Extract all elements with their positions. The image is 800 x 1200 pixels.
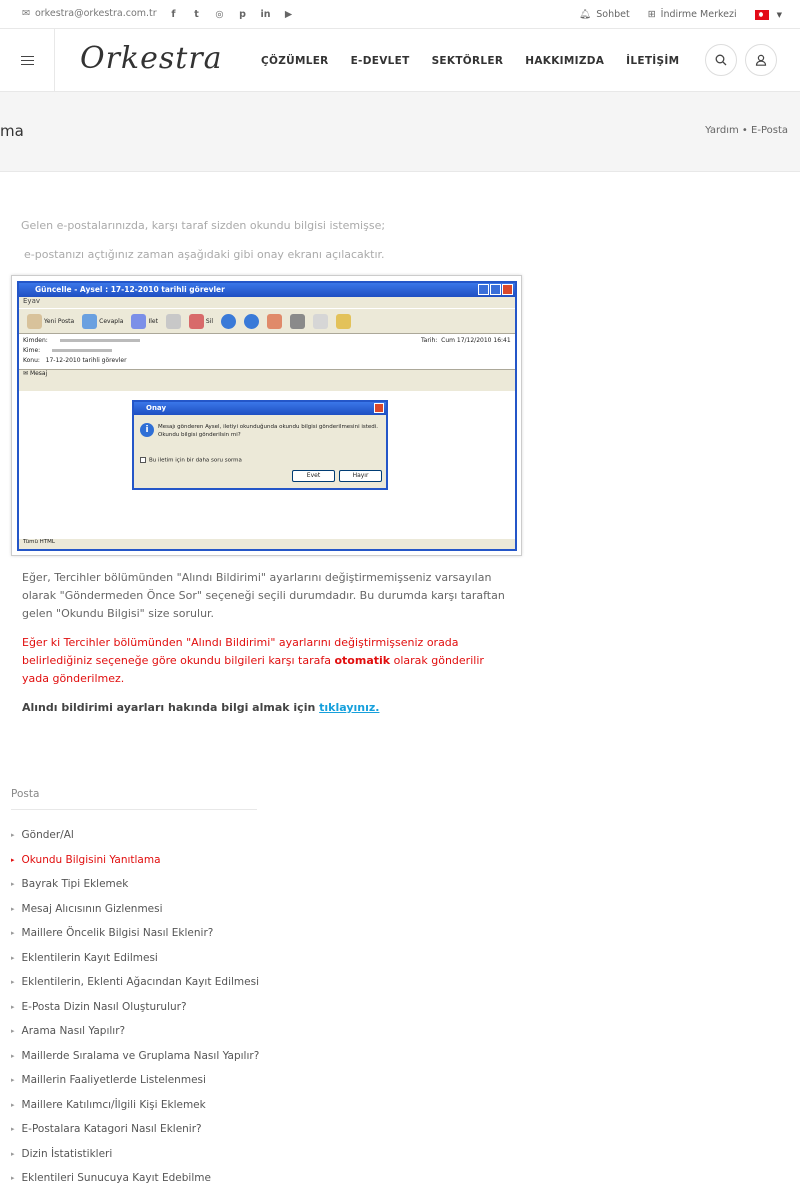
linkedin-icon[interactable]: in xyxy=(260,8,271,20)
search-icon xyxy=(715,54,727,66)
chat-link[interactable] xyxy=(579,9,630,20)
dialog-titlebar: Onay xyxy=(134,402,386,415)
window-menu: Eyav xyxy=(23,297,40,305)
chevron-right-icon: ▸ xyxy=(11,1174,15,1183)
download-center-link[interactable] xyxy=(648,9,737,20)
date-row: Tarih: Cum 17/12/2010 16:41 xyxy=(421,337,511,344)
hamburger-icon xyxy=(21,60,34,62)
youtube-icon[interactable]: ▶ xyxy=(284,8,293,20)
chevron-right-icon: ▸ xyxy=(11,1149,15,1158)
new-mail-icon xyxy=(27,314,42,329)
chat-label: Sohbet xyxy=(596,9,630,20)
chevron-right-icon: ▸ xyxy=(11,904,15,913)
print-tool xyxy=(166,314,181,329)
sidebar-item-send-receive[interactable]: ▸ Gönder/Al xyxy=(11,829,74,842)
topbar-right xyxy=(579,0,800,29)
breadcrumb[interactable]: Yardım • E-Posta xyxy=(705,125,788,136)
download-icon: ⊞ xyxy=(647,9,656,20)
sidebar-item-read-receipt[interactable]: ▸ Okundu Bilgisini Yanıtlama xyxy=(11,853,161,866)
chevron-right-icon: ▸ xyxy=(11,1100,15,1109)
window-toolbar xyxy=(19,308,515,334)
dialog-no-button: Hayır xyxy=(339,470,382,482)
download-label: İndirme Merkezi xyxy=(660,9,737,20)
top-bar xyxy=(0,0,800,29)
language-selector[interactable] xyxy=(755,10,782,20)
dialog-close-icon xyxy=(374,403,384,413)
paragraph-more-info: Alındı bildirimi ayarları hakında bilgi almak için tıklayınız. xyxy=(22,701,380,714)
sidebar-title: Posta xyxy=(11,788,40,800)
confirm-dialog xyxy=(132,400,388,490)
flag-tool xyxy=(267,314,282,329)
printer-icon xyxy=(290,314,305,329)
sidebar-item-hide-recipient[interactable]: ▸ Mesaj Alıcısının Gizlenmesi xyxy=(11,902,163,915)
view-tool xyxy=(313,314,328,329)
main-header xyxy=(0,29,800,92)
automatic-emphasis: otomatik xyxy=(334,654,391,667)
chevron-right-icon: ▸ xyxy=(11,1076,15,1085)
main-nav xyxy=(250,29,690,92)
window-controls xyxy=(478,284,513,295)
note-tool xyxy=(336,314,351,329)
sidebar-item-save-attachments[interactable]: ▸ Eklentilerin Kayıt Edilmesi xyxy=(11,951,158,964)
down-tool xyxy=(244,314,259,329)
view-icon xyxy=(313,314,328,329)
facebook-icon[interactable]: f xyxy=(171,8,176,20)
dialog-yes-button: Evet xyxy=(292,470,335,482)
sidebar-item-folder-stats[interactable]: ▸ Dizin İstatistikleri xyxy=(11,1147,113,1160)
page-title: ma xyxy=(0,122,24,140)
sidebar-item-sort-group[interactable]: ▸ Maillerde Sıralama ve Gruplama Nasıl Yapılır? xyxy=(11,1049,260,1062)
menu-button[interactable] xyxy=(0,29,55,92)
intro-line-1: Gelen e-postalarınızda, karşı taraf sizden okundu bilgisi istemişse; xyxy=(21,219,386,232)
down-arrow-icon xyxy=(244,314,259,329)
forward-icon xyxy=(131,314,146,329)
sidebar-item-category[interactable]: ▸ E-Postalara Katagori Nasıl Eklenir? xyxy=(11,1123,202,1136)
chevron-right-icon: ▸ xyxy=(11,855,15,864)
nav-sectors[interactable]: SEKTÖRLER xyxy=(431,54,504,67)
window-title: Güncelle - Aysel : 17-12-2010 tarihli görevler xyxy=(35,285,225,294)
info-icon: i xyxy=(140,423,154,437)
nav-solutions[interactable]: ÇÖZÜMLER xyxy=(261,54,329,67)
note-icon xyxy=(336,314,351,329)
checkbox-icon xyxy=(140,457,146,463)
site-logo[interactable]: Orkestra xyxy=(80,41,223,76)
message-tab: ✉ Mesaj xyxy=(23,370,48,377)
sidebar-item-activities[interactable]: ▸ Maillerin Faaliyetlerde Listelenmesi xyxy=(11,1074,206,1087)
chevron-right-icon: ▸ xyxy=(11,1051,15,1060)
paragraph-default-setting: Eğer, Tercihler bölümünden "Alındı Bildirimi" ayarlarını değiştirmemişseniz varsayılan olarak "Göndermeden Önce Sor" seçeneği seçili durumdadır. Bu durumda karşı taraftan gelen "Okundu Bilgisi" size sorulur. xyxy=(22,571,505,620)
sidebar-list xyxy=(11,823,259,1191)
chevron-right-icon: ▸ xyxy=(11,1002,15,1011)
blurred-recipient xyxy=(52,349,112,352)
bottom-tabs: Tümü HTML xyxy=(19,539,515,549)
chevron-right-icon: ▸ xyxy=(11,978,15,987)
nav-contact[interactable]: İLETİŞİM xyxy=(626,54,680,67)
close-icon xyxy=(502,284,513,295)
up-tool xyxy=(221,314,236,329)
mail-icon: ✉ xyxy=(22,8,30,19)
sidebar-item-create-folder[interactable]: ▸ E-Posta Dizin Nasıl Oluşturulur? xyxy=(11,1000,187,1013)
flag-icon xyxy=(267,314,282,329)
reply-tool: Cevapla xyxy=(82,314,123,329)
chevron-right-icon: ▸ xyxy=(11,1027,15,1036)
delete-icon xyxy=(189,314,204,329)
chevron-right-icon: ▸ xyxy=(11,953,15,962)
paragraph-auto-setting: Eğer ki Tercihler bölümünden "Alındı Bildirimi" ayarlarını değiştirmişseniz orada belirlediğiniz seçeneğe göre okundu bilgileri karşı tarafa otomatik olarak gönderilir yada gönderilmez. xyxy=(22,636,484,685)
printer-tool xyxy=(290,314,305,329)
search-button[interactable] xyxy=(705,44,737,76)
email-text: orkestra@orkestra.com.tr xyxy=(34,8,157,19)
chevron-right-icon: ▸ xyxy=(11,831,15,840)
chevron-right-icon: ▸ xyxy=(11,880,15,889)
up-arrow-icon xyxy=(221,314,236,329)
chevron-right-icon: ▸ xyxy=(11,929,15,938)
bell-icon: 🔔︎ xyxy=(579,9,592,20)
user-icon xyxy=(755,54,767,66)
window-titlebar xyxy=(19,283,515,297)
pinterest-icon[interactable]: p xyxy=(239,8,246,20)
contact-email[interactable] xyxy=(22,8,157,19)
mail-window xyxy=(17,281,517,551)
delete-tool: Sil xyxy=(189,314,213,329)
sidebar-item-server-attachments[interactable]: ▸ Eklentileri Sunucuya Kayıt Edebilme xyxy=(11,1172,211,1185)
chevron-right-icon: ▸ xyxy=(11,1125,15,1134)
social-links xyxy=(162,7,300,21)
forward-tool: Ilet xyxy=(131,314,157,329)
twitter-icon[interactable]: t xyxy=(194,8,199,20)
intro-line-2: e-postanızı açtığınız zaman aşağıdaki gibi onay ekranı açılacaktır. xyxy=(24,248,385,261)
sidebar-item-priority[interactable]: ▸ Maillere Öncelik Bilgisi Nasıl Eklenir? xyxy=(11,927,214,940)
from-row: Kimden: xyxy=(23,337,140,344)
subject-row: Konu: 17-12-2010 tarihli görevler xyxy=(23,357,127,364)
nav-e-government[interactable]: E-DEVLET xyxy=(350,54,410,67)
dialog-message: Mesajı gönderen Aysel, iletiyi okunduğunda okundu bilgisi gönderilmesini istedi. Okundu bilgisi gönderilsin mi? xyxy=(158,424,379,438)
print-icon xyxy=(166,314,181,329)
nav-about[interactable]: HAKKIMIZDA xyxy=(525,54,605,67)
click-here-link[interactable]: tıklayınız. xyxy=(319,701,380,714)
blurred-sender xyxy=(60,339,140,342)
instagram-icon[interactable]: ◎ xyxy=(215,8,224,20)
screenshot-image xyxy=(11,275,522,556)
reply-icon xyxy=(82,314,97,329)
sidebar-item-participants[interactable]: ▸ Maillere Katılımcı/İlgili Kişi Eklemek xyxy=(11,1098,206,1111)
minimize-icon xyxy=(478,284,489,295)
sidebar-divider xyxy=(11,809,257,810)
to-row: Kime: xyxy=(23,347,112,354)
caret-down-icon: ▼ xyxy=(776,10,782,19)
user-button[interactable] xyxy=(745,44,777,76)
sidebar-item-flag-type[interactable]: ▸ Bayrak Tipi Eklemek xyxy=(11,878,129,891)
maximize-icon xyxy=(490,284,501,295)
dialog-checkbox: Bu iletim için bir daha soru sorma xyxy=(140,457,242,464)
mail-header xyxy=(19,334,515,370)
turkish-flag-icon xyxy=(755,10,769,20)
sidebar-item-search[interactable]: ▸ Arama Nasıl Yapılır? xyxy=(11,1025,126,1038)
page-title-band xyxy=(0,92,800,172)
sidebar-item-attachment-tree[interactable]: ▸ Eklentilerin, Eklenti Ağacından Kayıt Edilmesi xyxy=(11,976,260,989)
new-mail-tool: Yeni Posta xyxy=(27,314,74,329)
